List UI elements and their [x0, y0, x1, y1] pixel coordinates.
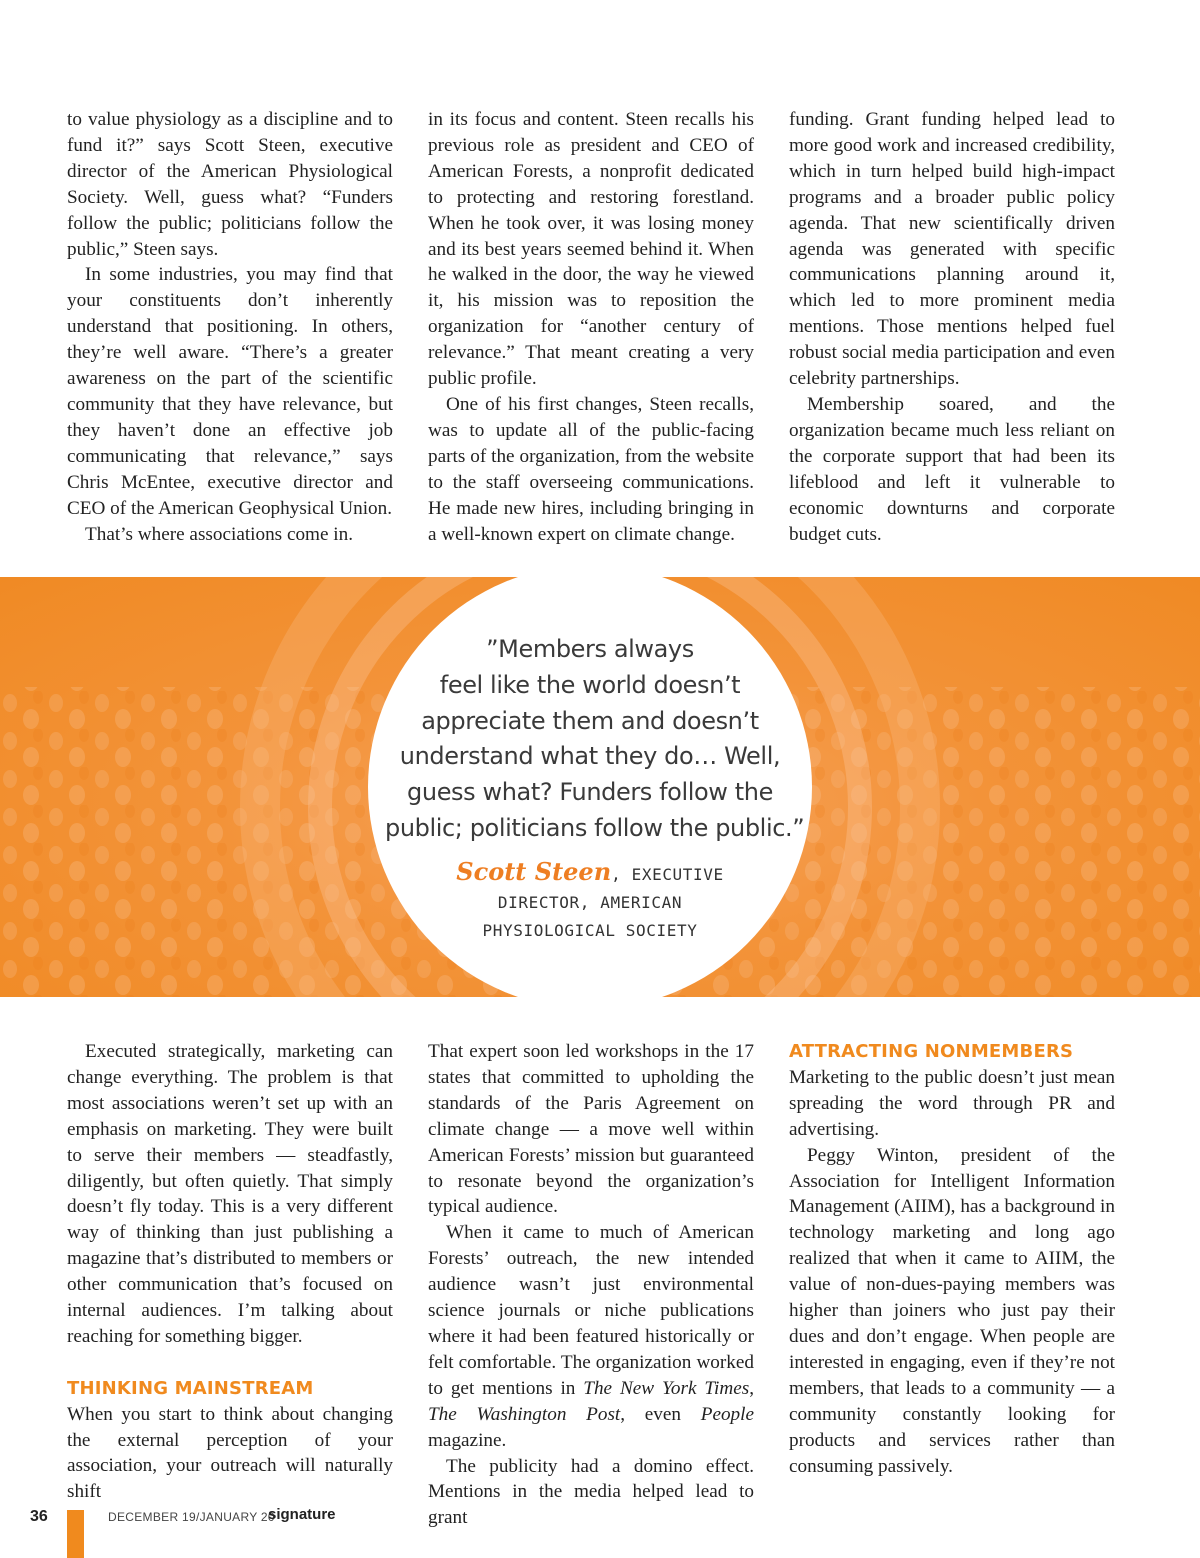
attribution-title: , EXECUTIVE — [611, 865, 724, 884]
paragraph: Executed strategically, marketing can change everything. The problem is that most associations weren’t set up with an emphasis on marketing. They were built to serve their members — steadfastly, diligently, but often quietly. That simply doesn’t fly today. This is a very different way of thinking than just publishing a magazine that’s distributed to members or other communication that’s focused on internal audiences. I’m talking about reaching for something bigger. — [67, 1041, 393, 1347]
page-footer — [0, 1500, 1200, 1558]
paragraph: The publicity had a domino effect. Mentions in the media helped lead to grant — [428, 1455, 754, 1529]
paragraph: funding. Grant funding helped lead to more good work and increased credibility, which in turn helped build high-impact programs and a broader public policy agenda. That new scientifically driven agenda was generated with specific communications planning around it, which led to more prominent media mentions. Those mentions helped fuel robust social media participation and even celebrity partnerships. — [789, 109, 1115, 390]
paragraph: That’s where associations come in. — [85, 523, 354, 545]
pullquote-line: feel like the world doesn’t — [439, 670, 741, 699]
pullquote-text — [385, 632, 805, 847]
paragraph: to value physiology as a discipline and to fund it?” says Scott Steen, executive director of the American Physiological Society. Well, guess what? “Funders follow the public; politicians follow the public,” Steen says. — [67, 109, 393, 260]
paragraph: In some industries, you may find that your constituents don’t inherently understand that positioning. In others, they’re well aware. “There’s a greater awareness on the part of the scientific community that they have relevance, but they haven’t done an effective job communicating that relevance,” says Chris McEntee, executive director and CEO of the American Geophysical Union. — [67, 264, 393, 519]
paragraph: That expert soon led workshops in the 17 states that committed to upholding the standards of the Paris Agreement on climate change — a move well within American Forests’ mission but guaranteed to resonate beyond the organization’s typical audience. — [428, 1041, 754, 1218]
section-heading: ATTRACTING NONMEMBERS — [789, 1041, 1074, 1062]
publication-title: The Washington Post — [428, 1403, 621, 1425]
pullquote-line: guess what? Funders follow the — [407, 778, 773, 807]
attribution-title: DIRECTOR, AMERICAN — [497, 893, 683, 912]
issue-date: DECEMBER 19/JANUARY 20 — [108, 1510, 275, 1524]
pullquote-line: public; politicians follow the public.” — [385, 813, 805, 842]
article-column-2-bottom — [428, 1039, 754, 1531]
paragraph: Membership soared, and the organization became much less reliant on the corporate support that had been its lifeblood and left it vulnerable to economic downturns and corporate budget cuts. — [789, 393, 1115, 545]
publication-title: The New York Times — [583, 1377, 750, 1399]
article-column-3-top — [789, 107, 1115, 547]
pullquote-attribution — [440, 858, 740, 945]
article-column-1-top — [67, 107, 393, 547]
paragraph: When it came to much of American Forests’ outreach, the new intended audience wasn’t just environmental science journals or niche publications where it had been featured historically or felt comfortable. The organization worked to get mentions in The New York Times, The Washington Post, even People magazine. — [428, 1222, 754, 1451]
paragraph: in its focus and content. Steen recalls his previous role as president and CEO of American Forests, a nonprofit dedicated to protecting and restoring forestland. When he took over, it was losing money and its best years seemed behind it. When he walked in the door, the way he viewed it, his mission was to reposition the organization for “another century of relevance.” That meant creating a very public profile. — [428, 109, 754, 390]
magazine-name: signature — [268, 1506, 336, 1523]
publication-title: People — [700, 1403, 754, 1425]
footer-accent-bar — [67, 1510, 84, 1558]
article-column-3-bottom — [789, 1039, 1115, 1479]
paragraph: Marketing to the public doesn’t just mean spreading the word through PR and advertising. — [789, 1066, 1115, 1140]
page-number: 36 — [30, 1508, 48, 1525]
pullquote-line: understand what they do… Well, — [399, 742, 781, 771]
attribution-title: PHYSIOLOGICAL SOCIETY — [482, 921, 698, 940]
article-column-1-bottom — [67, 1039, 393, 1505]
section-heading: THINKING MAINSTREAM — [67, 1377, 314, 1399]
attribution-name: Scott Steen — [456, 857, 612, 886]
pullquote-line: appreciate them and doesn’t — [421, 706, 759, 735]
paragraph: Peggy Winton, president of the Association for Intelligent Information Management (AIIM), has a background in technology marketing and long ago realized that when it came to AIIM, the value of non-dues-paying members was higher than joiners who just pay their dues and don’t engage. When people are interested in engaging, even if they’re not members, that leads to a community — a community constantly looking for products and services rather than consuming passively. — [789, 1144, 1115, 1477]
pullquote-line: ”Members always — [486, 635, 694, 663]
article-column-2-top — [428, 107, 754, 547]
paragraph: When you start to think about changing the external perception of your association, your outreach will naturally shift — [67, 1403, 393, 1503]
paragraph: One of his first changes, Steen recalls, was to update all of the public-facing parts of the organization, from the website to the staff overseeing communications. He made new hires, including bringing in a well-known expert on climate change. — [428, 393, 754, 545]
